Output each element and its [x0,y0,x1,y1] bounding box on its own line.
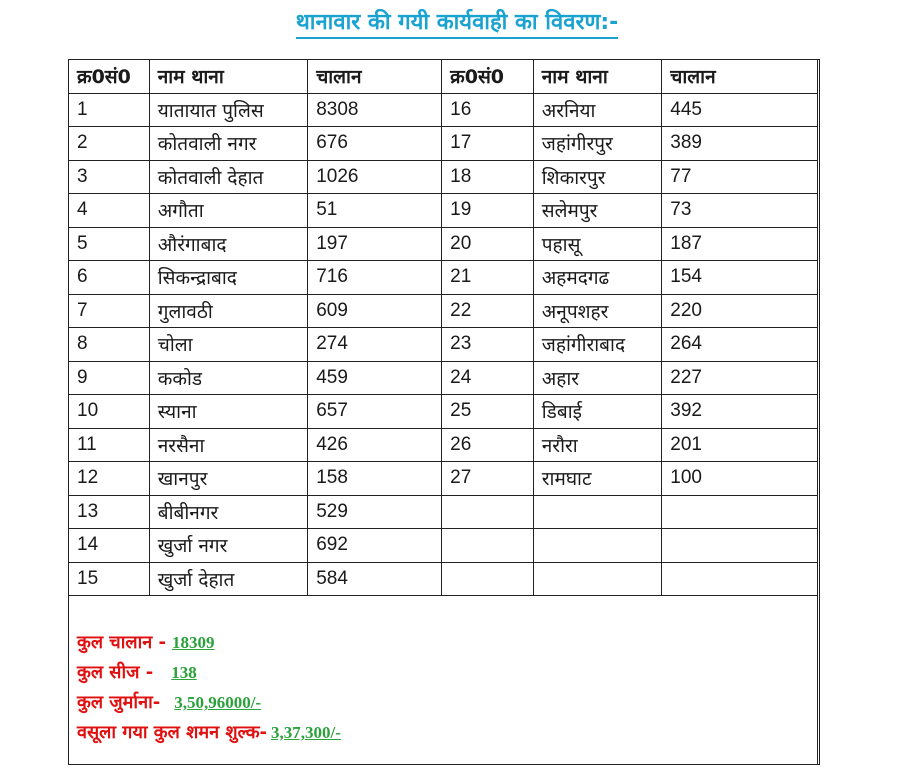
cell-serial-left: 2 [69,127,150,161]
table-row [69,261,818,295]
cell-station-left: कोतवाली देहात [149,160,307,194]
header-challan-right: चालान [662,60,818,94]
cell-serial-right: 18 [442,160,534,194]
cell-serial-left: 5 [69,227,150,261]
cell-station-right: जहांगीराबाद [533,328,662,362]
summary-total-seized [77,658,341,688]
table-row [69,93,818,127]
cell-challan-right: 389 [662,127,818,161]
cell-challan-left: 676 [308,127,442,161]
header-station-right: नाम थाना [533,60,662,94]
cell-challan-left: 426 [308,428,442,462]
cell-serial-right: 24 [442,361,534,395]
table-row [69,529,818,563]
cell-station-left: खानपुर [149,462,307,496]
table-row [69,160,818,194]
cell-serial-left: 4 [69,194,150,228]
cell-station-right [533,562,662,596]
cell-challan-left: 51 [308,194,442,228]
cell-challan-left: 274 [308,328,442,362]
summary-total-fine [77,688,341,718]
page-title-text: थानावार की गयी कार्यवाही का विवरण:- [296,10,619,39]
cell-serial-right [442,529,534,563]
cell-challan-right [662,495,818,529]
table-header-row [69,60,818,94]
summary-block [77,628,341,748]
summary-total-fine-value: 3,50,96000/- [174,693,262,712]
cell-serial-right: 22 [442,294,534,328]
cell-serial-right: 16 [442,93,534,127]
cell-challan-left: 584 [308,562,442,596]
cell-serial-right [442,495,534,529]
cell-station-left: नरसैना [149,428,307,462]
cell-challan-right: 201 [662,428,818,462]
summary-compounding-fee-value: 3,37,300/- [271,723,341,742]
header-station-left: नाम थाना [149,60,307,94]
cell-serial-left: 15 [69,562,150,596]
cell-serial-left: 13 [69,495,150,529]
cell-station-left: खुर्जा नगर [149,529,307,563]
cell-challan-left: 8308 [308,93,442,127]
summary-total-seized-label: कुल सीज - [77,662,154,683]
cell-station-right: जहांगीरपुर [533,127,662,161]
summary-compounding-fee-label: वसूला गया कुल शमन शुल्क- [77,722,268,743]
cell-serial-right [442,562,534,596]
cell-serial-right: 26 [442,428,534,462]
cell-station-right: पहासू [533,227,662,261]
cell-challan-right: 187 [662,227,818,261]
cell-serial-left: 12 [69,462,150,496]
header-serial-left: क्र0सं0 [69,60,150,94]
cell-challan-left: 692 [308,529,442,563]
table-row [69,227,818,261]
cell-challan-right [662,562,818,596]
cell-challan-right: 264 [662,328,818,362]
cell-station-right: अनूपशहर [533,294,662,328]
cell-serial-right: 21 [442,261,534,295]
cell-serial-left: 1 [69,93,150,127]
summary-compounding-fee [77,718,341,748]
cell-station-left: बीबीनगर [149,495,307,529]
cell-station-left: सिकन्द्राबाद [149,261,307,295]
cell-challan-right: 392 [662,395,818,429]
table-row [69,428,818,462]
cell-challan-right: 154 [662,261,818,295]
table-row [69,361,818,395]
page-title [0,6,914,36]
cell-serial-left: 14 [69,529,150,563]
cell-challan-right: 220 [662,294,818,328]
cell-serial-right: 20 [442,227,534,261]
cell-serial-right: 23 [442,328,534,362]
cell-challan-left: 609 [308,294,442,328]
table-row [69,127,818,161]
summary-total-challan-label: कुल चालान - [77,632,166,653]
cell-station-left: कोतवाली नगर [149,127,307,161]
cell-challan-left: 197 [308,227,442,261]
table-row [69,462,818,496]
cell-serial-left: 9 [69,361,150,395]
cell-challan-left: 657 [308,395,442,429]
cell-challan-left: 529 [308,495,442,529]
header-serial-right: क्र0सं0 [442,60,534,94]
cell-serial-right: 17 [442,127,534,161]
cell-station-left: अगौता [149,194,307,228]
cell-station-right: डिबाई [533,395,662,429]
cell-serial-left: 10 [69,395,150,429]
cell-station-right [533,529,662,563]
cell-challan-right: 77 [662,160,818,194]
cell-station-right: अहार [533,361,662,395]
cell-station-right: अहमदगढ [533,261,662,295]
cell-station-left: गुलावठी [149,294,307,328]
cell-serial-left: 7 [69,294,150,328]
cell-challan-left: 716 [308,261,442,295]
cell-station-right: रामघाट [533,462,662,496]
summary-total-seized-value: 138 [171,663,197,682]
cell-station-left: चोला [149,328,307,362]
cell-challan-right: 73 [662,194,818,228]
summary-total-challan-value: 18309 [171,633,215,652]
table-row [69,328,818,362]
cell-challan-right: 100 [662,462,818,496]
cell-serial-right: 19 [442,194,534,228]
cell-serial-left: 8 [69,328,150,362]
cell-station-left: स्याना [149,395,307,429]
summary-total-fine-label: कुल जुर्माना- [77,692,161,713]
cell-station-right: अरनिया [533,93,662,127]
cell-challan-left: 459 [308,361,442,395]
cell-challan-left: 158 [308,462,442,496]
summary-total-challan [77,628,341,658]
table-row [69,395,818,429]
table-row [69,562,818,596]
cell-serial-left: 6 [69,261,150,295]
cell-station-left: औरंगाबाद [149,227,307,261]
cell-challan-left: 1026 [308,160,442,194]
table-row [69,194,818,228]
report-sheet [68,59,820,765]
cell-serial-left: 3 [69,160,150,194]
table-row [69,495,818,529]
cell-station-left: ककोड [149,361,307,395]
cell-serial-left: 11 [69,428,150,462]
cell-challan-right [662,529,818,563]
cell-challan-right: 227 [662,361,818,395]
cell-serial-right: 25 [442,395,534,429]
cell-challan-right: 445 [662,93,818,127]
cell-station-right: नरौरा [533,428,662,462]
cell-station-right [533,495,662,529]
cell-station-right: शिकारपुर [533,160,662,194]
cell-station-left: खुर्जा देहात [149,562,307,596]
table-row [69,294,818,328]
cell-station-left: यातायात पुलिस [149,93,307,127]
cell-serial-right: 27 [442,462,534,496]
header-challan-left: चालान [308,60,442,94]
cell-station-right: सलेमपुर [533,194,662,228]
